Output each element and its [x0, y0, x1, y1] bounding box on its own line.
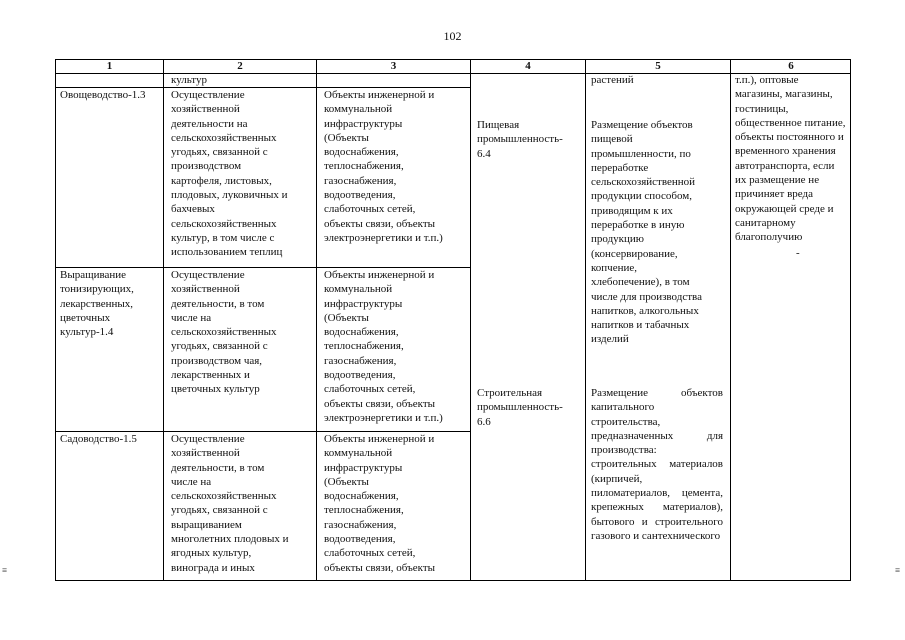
header-col-1: 1	[106, 60, 113, 72]
cell-tonic-crops: Выращивание тонизирующих, лекарственных, цветочных культур-1.4	[60, 269, 134, 339]
cell-gardening-description: Осуществление хозяйственной деятельности, в том числе на сельскохозяйственных угодьях, связанной с выращиванием многолетних плодовых и ягодных культур, винограда и иных	[171, 433, 289, 574]
column-divider	[470, 60, 471, 580]
cell-gardening: Садоводство-1.5	[60, 433, 137, 445]
header-col-5: 5	[655, 60, 661, 72]
cell-tonic-description: Осуществление хозяйственной деятельности, в том числе на сельскохозяйственных угодьях, связанной с производством чая, лекарственных и цветочных культур	[171, 269, 277, 396]
column-divider	[585, 60, 586, 580]
cell-food-industry: Пищевая промышленность- 6.4	[477, 119, 563, 160]
left-edge-mark: ≡	[2, 565, 8, 575]
cell-construction-industry: Строительная промышленность- 6.6	[477, 387, 563, 428]
cell-vegetable-description: Осуществление хозяйственной деятельности на сельскохозяйственных угодьях, связанной с производством картофеля, листовых, плодовых, луковичных и бахчевых сельскохозяйственных культур, в том числе с использованием теплиц	[171, 89, 288, 259]
header-col-2: 2	[237, 60, 243, 72]
column-divider	[730, 60, 731, 580]
cell-gardening-infrastructure: Объекты инженерной и коммунальной инфраструктуры (Объекты водоснабжения, теплоснабжения, газоснабжения, водоотведения, слаботочных сетей, объекты связи, объекты	[324, 433, 436, 574]
cell-continued-crops: культур	[171, 74, 207, 86]
header-col-3: 3	[390, 60, 397, 72]
cell-permitted-uses: т.п.), оптовые магазины, магазины, гостиницы, общественное питание, объекты постоянного и временного хранения автотранспорта, если их размещение не причиняет вреда окружающей среде и санитарному благополучию	[735, 74, 846, 244]
column-divider	[163, 60, 164, 580]
cell-dash: -	[796, 247, 800, 259]
cell-vegetable-growing: Овощеводство-1.3	[60, 89, 146, 101]
column-divider	[316, 60, 317, 580]
cell-tonic-infrastructure: Объекты инженерной и коммунальной инфраструктуры (Объекты водоснабжения, теплоснабжения, газоснабжения, водоотведения, слаботочных сетей, объекты связи, объекты электроэнергетики и т.п.)	[324, 269, 443, 424]
cell-construction-description: Размещение объектов капитального строительства, предназначенных для производства: строительных материалов (кирпичей, пиломатериалов, цемента, крепежных материалов), бытового и строительного газового и сантехнического	[591, 387, 723, 542]
cell-continued-plants: растений	[591, 74, 634, 86]
header-col-6: 6	[788, 60, 794, 72]
page-number: 102	[443, 29, 462, 43]
cell-food-industry-description: Размещение объектов пищевой промышленности, по переработке сельскохозяйственной продукции способом, приводящим к их переработке в иную продукцию (консервирование, копчение, хлебопечение), в том числе для производства напитков, алкогольных напитков и табачных изделий	[591, 119, 702, 346]
right-edge-mark: ≡	[895, 565, 901, 575]
header-col-4: 4	[525, 60, 531, 72]
cell-vegetable-infrastructure: Объекты инженерной и коммунальной инфраструктуры (Объекты водоснабжения, теплоснабжения, газоснабжения, водоотведения, слаботочных сетей, объекты связи, объекты электроэнергетики и т.п.)	[324, 89, 443, 244]
land-use-table	[55, 59, 851, 581]
